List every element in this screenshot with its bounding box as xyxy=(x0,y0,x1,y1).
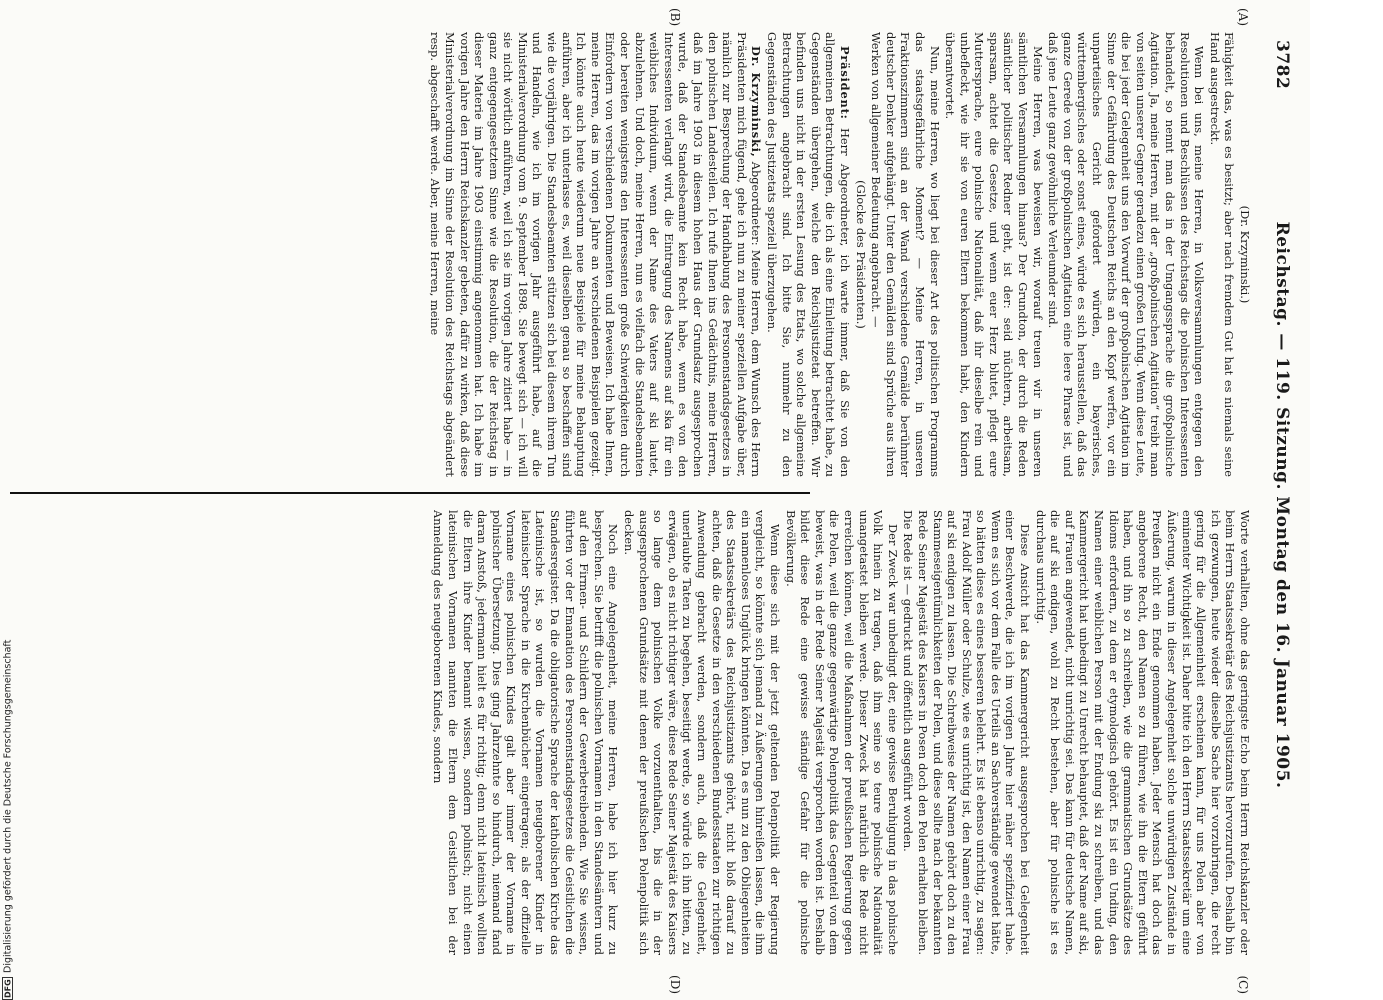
paragraph: Fähigkeit das, was es besitzt; aber nach fremdem Gut hat es niemals seine Hand ausgestreckt. xyxy=(1207,32,1237,477)
column-divider xyxy=(10,492,810,494)
paragraph: Nun, meine Herren, wo liegt bei dieser Art des politischen Programms das staatsgefährliche Moment? — Meine Herren, in unseren Fraktionszimmern sind an der Wand verschiedene Gemälde berühmter deutscher Denker aufgehängt. Unter den Gemälden sind Sprüche aus ihren Werken von allgemeiner Bedeutung angebracht. — xyxy=(869,32,942,477)
margin-marker-c: (C) xyxy=(1236,975,1250,994)
page-number: 3782 xyxy=(1272,40,1292,90)
speech-text: Meine Herren, dem Wunsch des Herrn Präsidenten mich fügend, gehe ich nun zu meiner speziellen Aufgabe über, nämlich zur Besprechung der Handhabung des Personenstandsgesetzes in den polnischen Landesteilen. Ich rufe Ihnen ins Gedächtnis, meine Herren, daß im Jahre 1903 in diesem hohen Haus der Grundsatz ausgesprochen wurde, daß der Standesbeamte kein Recht habe, wenn es von den Interessenten verlangt wird, die Eintragung des Namens auf ska für ein weibliches Individuum, wenn der Name des Vaters auf ski lautet, abzulehnen. Und doch, meine Herren, nun es vielfach die Standesbeamten oder bereiten wenigstens den Interessenten große Schwierigkeiten durch Einfordern von verschiedenen Dokumenten und Beweisen. Ich habe Ihnen, meine Herren, das im vorigen Jahre an verschiedenen Beispielen gezeigt. Ich könnte auch heute wiederum neue Beispiele für meine Behauptung anführen, aber ich unterlasse es, weil dieselben genau so beschaffen sind wie die vorjährigen. Die Standesbeamten stützen sich bei diesem ihrem Tun und Handeln, wie ich im vorigen Jahr ausgeführt habe, auf die Ministerialverordnung vom 9. September 1898. Sie bewegt sich — ich will sie nicht wörtlich anführen, weil ich sie im vorigen Jahre zitiert habe — in ganz entgegengesetztem Sinne wie die Resolution, die der Reichstag in dieser Materie im Jahre 1903 einstimmig angenommen hat. Ich habe im vorigen Jahre den Herrn Reichskanzler gebeten, dafür zu wirken, daß diese Ministerialverordnung im Sinne der Resolution des Reichstags abgeändert resp. abgeschafft werde. Aber, meine Herren, meine xyxy=(428,32,764,477)
margin-marker-b: (B) xyxy=(668,8,682,27)
paragraph: Diese Ansicht hat das Kammergericht ausgesprochen bei Gelegenheit einer Beschwerde, die ich im vorigen Jahre hier näher spezifiziert habe. Wenn es sich vor dem Falle des Urteils an Sachverständige gewendet hätte, so hätten diese es eines besseren belehrt. Es ist ebenso unrichtig, zu sagen: Frau Adolf Müller oder Schulze, wie es unrichtig ist, den Namen einer Frau auf ski endigen zu lassen. Die Schreibweise der Namen gehört doch zu den Stammeseigentümlichkeiten der Polen, und diese sollte nach der bekannten Rede Seiner Majestät des Kaisers in Posen doch den Polen erhalten bleiben. Die Rede ist — gedruckt und öffentlich ausgeführt worden. xyxy=(901,510,1033,955)
paragraph: Meine Herren, was beweisen wir, worauf treuen wir in unseren sämtlichen Versammlungen hinaus? Der Grundton, der durch die Reden sämtlicher politischer Redner geht, ist der: seid nüchtern, arbeitsam, sparsam, achtet die Gesetze, und wenn euer Herz blutet, pflegt eure Muttersprache, eure polnische Nationalität, daß ihr dieselbe rein und unbefleckt, wie ihr sie von euren Eltern bekommen habt, den Kindern überantwortet. xyxy=(943,32,1045,477)
left-column xyxy=(12,32,1252,477)
margin-marker-a: (A) xyxy=(1236,8,1250,27)
credit-text: Digitalisierung gefördert durch die Deutsche Forschungsgemeinschaft xyxy=(2,640,14,974)
speech xyxy=(428,32,764,477)
paragraph: Noch eine Angelegenheit, meine Herren, habe ich hier kurz zu besprechen. Sie betrifft die polnischen Vornamen in den Standesämtern und auf den Firmen- und Schildern der Gewerbetreibenden. Wie Sie wissen, führten vor der Emanation des Personenstandsgesetzes die Geistlichen die Standesregister. Da die obligatorische Sprache der katholischen Kirche das Lateinische ist, so wurden die Vornamen neugeborener Kinder in lateinischer Sprache in die Kirchenbücher eingetragen; als der offizielle Vorname eines polnischen Kindes galt aber immer der Vorname in polnischer Übersetzung. Dies ging Jahrzehnte so hindurch, niemand fand daran Anstoß, jedermann hielt es für richtig; denn nicht lateinisch wollten die Eltern ihre Kinder benannt wissen, sondern polnisch; nicht einen lateinischen Vornamen nannten die Eltern dem Geistlichen bei der Anmeldung des neugeborenen Kindes, sondern xyxy=(431,510,621,955)
dfg-logo: DFG xyxy=(3,979,13,998)
president-text: Herr Abgeordneter, ich warte immer, daß Sie von den allgemeinen Betrachtungen, die ich als eine Einleitung betrachtet habe, zu Gegenständen übergehen, welche den Reichsjustizetat betreffen. Wir befinden uns nicht in der ersten Lesung des Etats, wo solche allgemeine Betrachtungen angebracht sind. Ich bitte Sie, nunmehr zu den Gegenständen des Justizetats speziell überzugehen. xyxy=(765,32,852,477)
speaker-role: Abgeordneter: xyxy=(749,161,764,246)
page-title: Reichstag. — 119. Sitzung. Montag den 16. Januar 1905. xyxy=(1272,221,1292,789)
page-header xyxy=(1264,40,1292,970)
speaker-continuation: (Dr. Krzyminski.) xyxy=(1238,205,1252,304)
paragraph: Der Zweck war unbedingt der, eine gewisse Beruhigung in das polnische Volk hinein zu tragen, daß ihm seine so teure polnische Nationalität unangetastet bleiben werde. Dieser Zweck hat natürlich die Rede nicht erreichen können, weil die Maßnahmen der preußischen Regierung gegen die Polen, weil die ganze gegenwärtige Polenpolitik das Gegenteil von dem beweist, was in der Rede Seiner Majestät versprochen worden ist. Deshalb bildet diese Rede eine gewisse ständige Gefahr für die polnische Bevölkerung. xyxy=(783,510,900,955)
paragraph: Worte verhallten, ohne das geringste Echo beim Herrn Reichskanzler oder beim Herrn Staatssekretär des Reichsjustizamts hervorzurufen. Deshalb bin ich gezwungen, heute wieder dieselbe Sache hier vorzubringen, die recht gering für die Allgemeinheit erscheinen kann, für uns Polen aber von eminenter Wichtigkeit ist. Daher bitte ich den Herrn Staatssekretär um eine Äußerung, warum in dieser Angelegenheit solche unwürdigen Zustände in Preußen nicht ein Ende genommen haben. Jeder Mensch hat doch das angeborene Recht, den Namen so zu führen, wie ihn die Eltern geführt haben, und ihn so zu schreiben, wie die grammatischen Grundsätze des Idioms erfordern, zu dem er etymologisch gehört. Es ist ein Unding, den Namen einer weiblichen Person mit der Endung ski zu schreiben, und das Kammergericht hat unbedingt zu Unrecht behauptet, daß der Name auf ski, auf Frauen angewendet, nicht unrichtig sei. Das kann für deutsche Namen, die auf ski endigen, wohl zu Recht bestehen, aber für polnische ist es durchaus unrichtig. xyxy=(1033,510,1252,955)
paragraph: Wenn diese sich mit der jetzt geltenden Polenpolitik der Regierung vergleicht, so könnte sich jemand zu Äußerungen hinreißen lassen, die ihm ein namenloses Unglück bringen könnten. Da es nun zu den Obliegenheiten des Staatssekretärs des Reichsjustizamts gehört, nicht bloß darauf zu achten, daß die Gesetze in den verschiedenen Bundesstaaten zur richtigen Anwendung gebracht werden, sondern auch, daß die Gelegenheit, unerlaubte Taten zu begehen, beseitigt werde, so würde ich ihn bitten, zu erwägen, ob es nicht richtiger wäre, diese Rede Seiner Majestät des Kaisers so lange dem polnischen Volke vorzuenthalten, bis die in der ausgesprochenen Grundsätze mit denen der preußischen Polenpolitik sich decken. xyxy=(622,510,782,955)
paragraph: Wenn bei uns, meine Herren, in Volksversammlungen entgegen den Resolutionen und Beschlüssen des Reichstags die polnischen Interessenten behandelt, so nennt man das in der Umgangssprache die großpolnische Agitation. Ja, meine Herren, mit der „großpolnischen Agitation“ treibt man von seiten unserer Gegner geradezu einen großen Unfug. Wenn diese Leute, die bei jeder Gelegenheit uns den Vorwurf der großpolnischen Agitation im Sinne der Gefährdung des Deutschen Reichs an den Kopf werfen, vor ein unparteiisches Gericht gefordert würden, ein bayerisches, württembergisches oder sonst eines, würde es sich herausstellen, daß das ganze Gerede von der großpolnischen Agitation eine leere Phrase ist, und daß jene Leute ganz gewöhnliche Verleumder sind. xyxy=(1046,32,1207,477)
margin-marker-d: (D) xyxy=(668,975,682,994)
president-label: Präsident: xyxy=(837,46,852,120)
right-column xyxy=(12,510,1252,955)
speaker-name: Dr. Krzyminski, xyxy=(749,46,764,158)
stage-direction: (Glocke des Präsidenten.) xyxy=(853,180,868,329)
president-speech xyxy=(764,32,852,477)
digitization-credit xyxy=(0,604,16,1000)
